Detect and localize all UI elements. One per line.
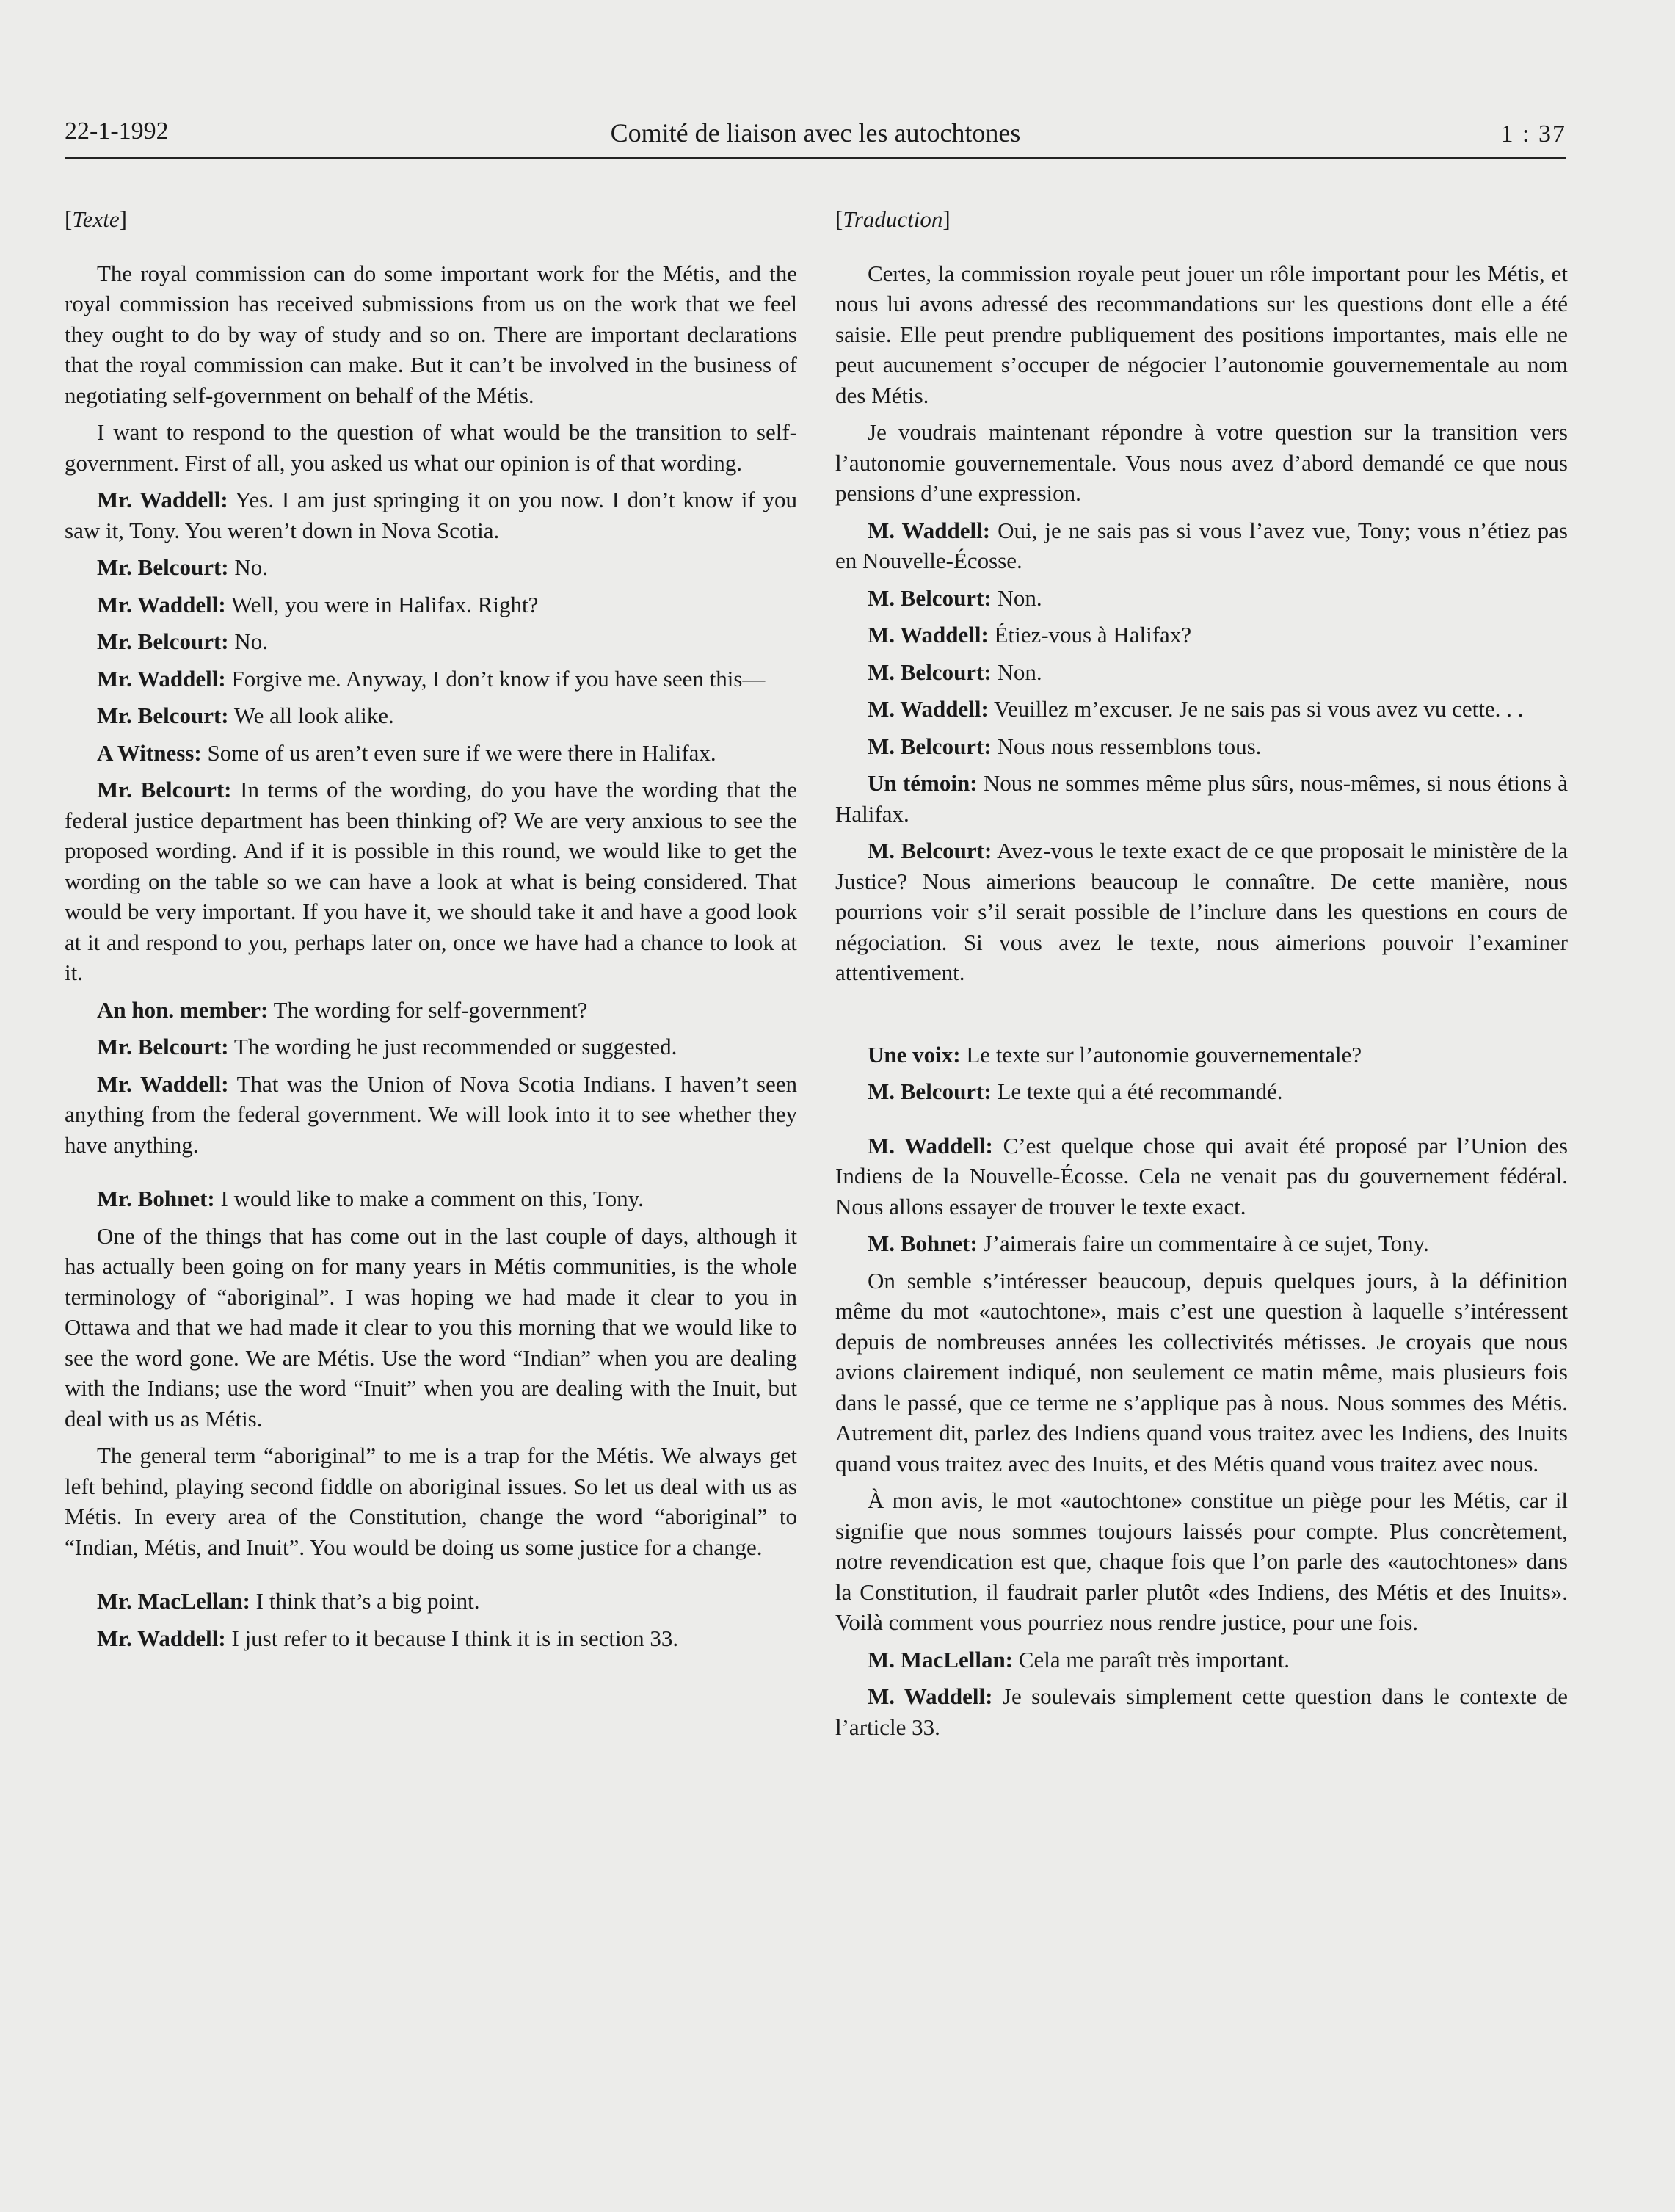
english-column <box>65 204 797 1660</box>
speaker-name: A Witness: <box>97 739 202 766</box>
speaker-paragraph <box>65 1069 797 1161</box>
paragraph-text: Non. <box>997 584 1042 611</box>
speaker-name: Mr. Belcourt: <box>97 777 232 802</box>
paragraph <box>65 1440 797 1562</box>
french-column <box>835 204 1568 1749</box>
speaker-name: M. Belcourt: <box>868 1078 992 1104</box>
paragraph <box>65 258 797 411</box>
speaker-paragraph <box>65 552 797 583</box>
speaker-paragraph <box>835 1131 1568 1222</box>
speaker-name: M. Belcourt: <box>868 733 992 759</box>
speaker-paragraph <box>835 768 1568 829</box>
speaker-paragraph <box>835 1228 1568 1259</box>
paragraph-text: Veuillez m’excuser. Je ne sais pas si vous avez vu cette. . . <box>993 696 1524 722</box>
speaker-paragraph <box>835 731 1568 762</box>
header-date: 22-1-1992 <box>65 117 169 145</box>
speaker-name: Un témoin: <box>868 770 978 796</box>
speaker-name: Mr. Belcourt: <box>97 554 229 580</box>
paragraph-text: Le texte sur l’autonomie gouvernementale? <box>966 1041 1362 1067</box>
speaker-name: M. Belcourt: <box>868 584 992 611</box>
paragraph-text: Cela me paraît très important. <box>1018 1646 1290 1672</box>
paragraph-text: I think that’s a big point. <box>255 1588 480 1614</box>
speaker-name: An hon. member: <box>97 996 269 1023</box>
speaker-paragraph <box>835 1681 1568 1742</box>
paragraph-text: À mon avis, le mot «autochtone» constitue un piège pour les Métis, car il signifie que nous sommes toujours laissés pour compte. Plus concrètement, notre revendication est que, chaque fois que l’on parle des «autochtones» dans la Constitution, il faudrait parler plutôt «des Indiens, des Métis et des Inuits». Voilà comment vous pourriez nous rendre justice, pour une fois. <box>835 1487 1568 1635</box>
speaker-paragraph <box>835 1645 1568 1675</box>
paragraph <box>65 1221 797 1435</box>
paragraph-text: Yes. I am just springing it on you now. I don’t know if you saw it, Tony. You weren’t down in Nova Scotia. <box>65 487 797 543</box>
speaker-name: M. Waddell: <box>868 1132 993 1158</box>
header-rule <box>65 157 1566 159</box>
paragraph-text: I just refer to it because I think it is in section 33. <box>231 1625 679 1651</box>
speaker-paragraph <box>65 1183 797 1214</box>
paragraph <box>835 417 1568 509</box>
paragraph-text: I want to respond to the question of what would be the transition to self-government. First of all, you asked us what our opinion is of that wording. <box>65 419 797 476</box>
page-number: 1 : 37 <box>1500 120 1566 148</box>
paragraph-text: No. <box>234 628 269 654</box>
paragraph-text: Well, you were in Halifax. Right? <box>230 591 539 617</box>
speaker-paragraph <box>835 1040 1568 1070</box>
speaker-name: Mr. Waddell: <box>97 665 226 692</box>
paragraph-text: The general term “aboriginal” to me is a trap for the Métis. We always get left behind, playing second fiddle on aboriginal issues. So let us deal with us as Métis. In every area of the Constitution, change the word “aboriginal” to “Indian, Métis, and Inuit”. You would be doing us some justice for a change. <box>65 1443 797 1560</box>
speaker-name: Mr. MacLellan: <box>97 1588 250 1614</box>
speaker-paragraph <box>835 515 1568 576</box>
paragraph-text: Avez-vous le texte exact de ce que proposait le ministère de la Justice? Nous aimerions beaucoup le connaître. De cette manière, nous pourrions voir s’il serait possible de l’inclure dans les questions en cours de négociation. Si vous avez le texte, nous aimerions pouvoir l’examiner attentivement. <box>835 838 1568 985</box>
speaker-name: M. Belcourt: <box>868 659 992 685</box>
speaker-name: Mr. Waddell: <box>97 1625 226 1651</box>
speaker-name: Mr. Waddell: <box>97 487 228 512</box>
paragraph-text: We all look alike. <box>233 703 394 728</box>
speaker-name: M. Waddell: <box>868 696 989 722</box>
speaker-paragraph <box>65 1031 797 1062</box>
paragraph-text: Je voudrais maintenant répondre à votre question sur la transition vers l’autonomie gouvernementale. Vous nous avez d’abord demandé ce que nous pensions d’une expression. <box>835 419 1568 506</box>
paragraph-text: Nous ne sommes même plus sûrs, nous-mêmes, si nous étions à Halifax. <box>835 770 1568 827</box>
speaker-paragraph <box>835 835 1568 988</box>
speaker-paragraph <box>65 664 797 695</box>
speaker-name: Mr. Waddell: <box>97 1070 229 1097</box>
speaker-paragraph <box>65 1586 797 1617</box>
paragraph-text: Non. <box>997 659 1042 685</box>
speaker-name: Mr. Waddell: <box>97 591 226 617</box>
speaker-paragraph <box>835 620 1568 650</box>
paragraph-text: Le texte qui a été recommandé. <box>997 1078 1283 1104</box>
speaker-name: Mr. Belcourt: <box>97 703 229 728</box>
speaker-name: M. Waddell: <box>868 622 989 648</box>
paragraph-text: Nous nous ressemblons tous. <box>997 733 1262 759</box>
paragraph-text: Forgive me. Anyway, I don’t know if you have seen this— <box>231 665 766 692</box>
paragraph-text: No. <box>234 554 269 580</box>
speaker-name: M. Waddell: <box>868 517 991 543</box>
paragraph-text: Étiez-vous à Halifax? <box>994 622 1192 648</box>
speaker-paragraph <box>65 995 797 1026</box>
speaker-name: Mr. Belcourt: <box>97 1034 229 1059</box>
speaker-paragraph <box>65 775 797 988</box>
paragraph-text: That was the Union of Nova Scotia Indians. I haven’t seen anything from the federal government. We will look into it to see whether they have anything. <box>65 1070 797 1158</box>
speaker-name: Mr. Bohnet: <box>97 1186 215 1211</box>
speaker-paragraph <box>65 626 797 657</box>
paragraph-text: Oui, je ne sais pas si vous l’avez vue, Tony; vous n’étiez pas en Nouvelle-Écosse. <box>835 517 1568 573</box>
paragraph-text: J’aimerais faire un commentaire à ce sujet, Tony. <box>983 1230 1429 1256</box>
speaker-name: M. Waddell: <box>868 1683 993 1709</box>
speaker-name: M. Belcourt: <box>868 838 992 863</box>
speaker-name: Une voix: <box>868 1041 961 1067</box>
speaker-paragraph <box>835 694 1568 725</box>
running-header <box>65 117 1566 157</box>
paragraph-text: The wording he just recommended or suggested. <box>233 1034 677 1059</box>
paragraph-text: The royal commission can do some important work for the Métis, and the royal commission has received submissions from us on the work that we feel they ought to do by way of study and so on. There are important declarations that the royal commission can make. But it can’t be involved in the business of negotiating self-government on behalf of the Métis. <box>65 260 797 408</box>
paragraph-text: Certes, la commission royale peut jouer un rôle important pour les Métis, et nous lui avons adressé des recommandations sur les questions dont elle a été saisie. Elle peut prendre publiquement des positions importantes, mais elle ne peut aucunement s’occuper de négocier l’autonomie gouvernementale au nom des Métis. <box>835 260 1568 408</box>
speaker-paragraph <box>835 583 1568 614</box>
speaker-paragraph <box>65 700 797 731</box>
column-label: [Texte] <box>65 206 127 232</box>
paragraph-text: One of the things that has come out in the last couple of days, although it has actually been going on for many years in Métis communities, is the whole terminology of “aboriginal”. I was hoping we had made it clear to you in Ottawa and that we had made it clear to you this morning that we would like to see the word gone. We are Métis. Use the word “Indian” when you are dealing with the Indians; use the word “Inuit” when you are dealing with the Inuit, but deal with us as Métis. <box>65 1222 797 1432</box>
paragraph <box>65 417 797 478</box>
speaker-name: M. MacLellan: <box>868 1646 1014 1672</box>
label-text: Texte <box>72 206 120 232</box>
paragraph <box>835 258 1568 411</box>
speaker-paragraph <box>65 590 797 620</box>
speaker-name: M. Bohnet: <box>868 1230 978 1256</box>
speaker-name: Mr. Belcourt: <box>97 628 229 654</box>
paragraph-text: In terms of the wording, do you have the wording that the federal justice department has been thinking of? We are very anxious to see the proposed wording. And if it is possible in this round, we would like to get the wording on the table so we can have a look at what is being considered. That would be very important. If you have it, we should take it and have a good look at it and respond to you, perhaps later on, once we have had a chance to look at it. <box>65 777 797 985</box>
label-text: Traduction <box>843 206 943 232</box>
paragraph-text: Je soulevais simplement cette question dans le contexte de l’article 33. <box>835 1683 1569 1740</box>
paragraph-text: On semble s’intéresser beaucoup, depuis quelques jours, à la définition même du mot «autochtone», mais c’est une question à laquelle s’intéressent depuis de nombreuses années les collectivités métisses. Je croyais que nous avions clairement indiqué, non seulement ce matin même, mais plusieurs fois dans le passé, que ce terme ne s’applique pas à nous. Nous sommes des Métis. Autrement dit, parlez des Indiens quand vous traitez avec les Indiens, des Inuits quand vous traitez avec des Inuits, et des Métis quand vous traitez avec nous. <box>835 1267 1568 1476</box>
header-title: Comité de liaison avec les autochtones <box>610 118 1021 148</box>
speaker-paragraph <box>835 1076 1568 1107</box>
paragraph-text: Some of us aren’t even sure if we were there in Halifax. <box>207 739 716 766</box>
speaker-paragraph <box>65 485 797 545</box>
paragraph <box>835 1485 1568 1638</box>
paragraph <box>835 1266 1568 1479</box>
paragraph-text: C’est quelque chose qui avait été proposé par l’Union des Indiens de la Nouvelle-Écosse. Cela ne venait pas du gouvernement fédéral. Nous allons essayer de trouver le texte exact. <box>835 1132 1569 1219</box>
paragraph-text: The wording for self-government? <box>273 996 588 1023</box>
paragraph-text: I would like to make a comment on this, Tony. <box>220 1186 644 1211</box>
speaker-paragraph <box>65 738 797 769</box>
speaker-paragraph <box>65 1623 797 1654</box>
column-label: [Traduction] <box>835 206 951 232</box>
speaker-paragraph <box>835 657 1568 688</box>
